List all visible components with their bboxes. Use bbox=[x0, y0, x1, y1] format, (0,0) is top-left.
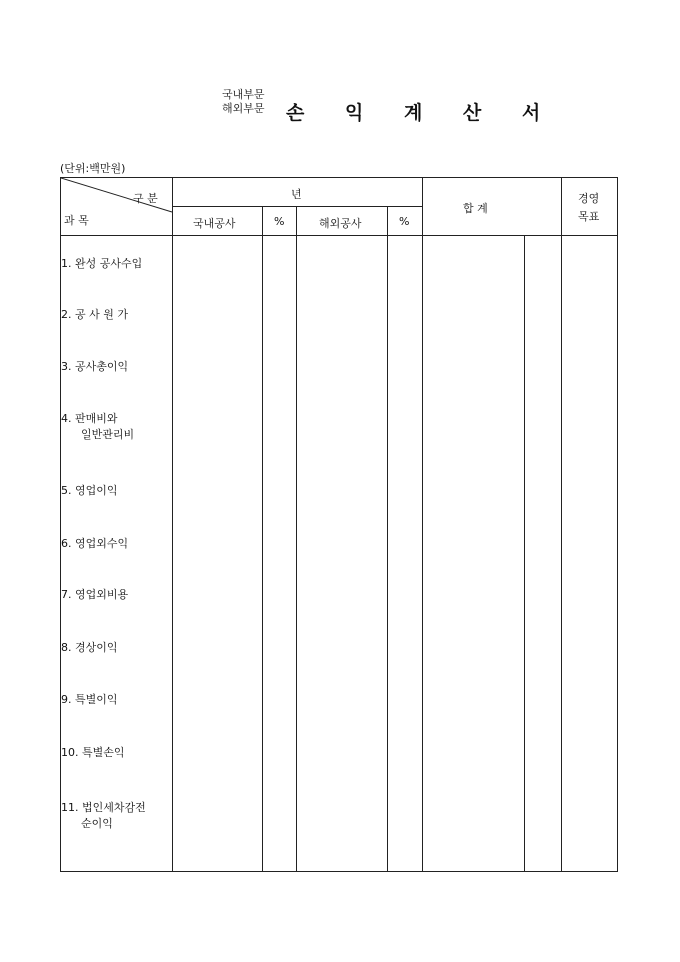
domestic-division-label: 국내부문 bbox=[222, 88, 265, 101]
overseas-division-label: 해외부문 bbox=[222, 102, 265, 115]
domestic-construction-header: 국내공사 bbox=[193, 217, 236, 230]
total-header: 합 계 bbox=[463, 202, 488, 215]
income-statement-table bbox=[60, 177, 618, 872]
column-divider-percent-2 bbox=[422, 178, 423, 871]
row-label: 2. 공 사 원 가 bbox=[61, 308, 128, 321]
corner-label-top: 구 분 bbox=[133, 192, 158, 205]
corner-label-bottom: 과 목 bbox=[64, 214, 89, 227]
column-divider-percent-1 bbox=[296, 206, 297, 871]
row-label: 5. 영업이익 bbox=[61, 484, 118, 497]
management-target-header-line2: 목표 bbox=[578, 210, 600, 223]
division-labels bbox=[222, 88, 265, 116]
column-divider-target bbox=[561, 178, 562, 871]
percent-header-2: % bbox=[399, 215, 410, 228]
row-label: 4. 판매비와 일반관리비 bbox=[61, 412, 135, 441]
management-target-header-line1: 경영 bbox=[578, 192, 600, 205]
year-header-divider bbox=[172, 206, 422, 207]
row-label: 3. 공사총이익 bbox=[61, 360, 129, 373]
row-label: 9. 특별이익 bbox=[61, 693, 118, 706]
percent-header-1: % bbox=[274, 215, 285, 228]
column-divider-overseas bbox=[387, 206, 388, 871]
row-label: 7. 영업외비용 bbox=[61, 588, 129, 601]
overseas-construction-header: 해외공사 bbox=[319, 217, 362, 230]
row-label: 6. 영업외수익 bbox=[61, 537, 129, 550]
row-label: 8. 경상이익 bbox=[61, 641, 118, 654]
row-label: 1. 완성 공사수입 bbox=[61, 257, 143, 270]
column-divider-item bbox=[172, 178, 173, 871]
unit-label: (단위:백만원) bbox=[60, 162, 126, 175]
column-divider-domestic bbox=[262, 206, 263, 871]
document-title: 손 익 계 산 서 bbox=[286, 102, 558, 124]
header-bottom-border bbox=[61, 235, 618, 236]
row-label: 11. 법인세차감전 순이익 bbox=[61, 801, 146, 830]
column-divider-total bbox=[524, 235, 525, 871]
row-label: 10. 특별손익 bbox=[61, 746, 125, 759]
year-header: 년 bbox=[291, 188, 302, 201]
